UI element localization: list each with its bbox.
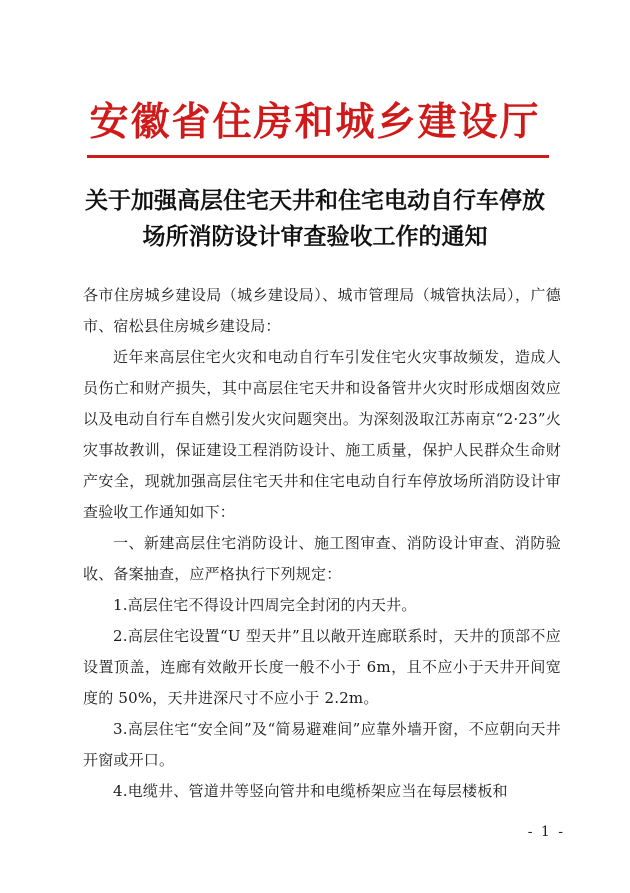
addressee: 各市住房城乡建设局（城乡建设局）、城市管理局（城管执法局），广德市、宿松县住房城乡建设局： <box>83 286 561 335</box>
paragraph-item-1: 1.高层住宅不得设计四周完全封闭的内天井。 <box>113 596 417 614</box>
document-title <box>40 183 590 255</box>
paragraph-item-2: 2.高层住宅设置“U 型天井”且以敞开连廊联系时，天井的顶部不应设置顶盖，连廊有效敞开长度一般不小于 6m，且不应小于天井开间宽度的 50%，天井进深尺寸不应小于 2.2m。 <box>83 627 561 707</box>
title-line-2: 场所消防设计审查验收工作的通知 <box>142 223 488 250</box>
paragraph-intro: 近年来高层住宅火灾和电动自行车引发住宅火灾事故频发，造成人员伤亡和财产损失，其中高层住宅天井和设备管井火灾时形成烟囱效应以及电动自行车自燃引发火灾问题突出。为深刻汲取江苏南京“2·23”火灾事故教训，保证建设工程消防设计、施工质量，保护人民群众生命财产安全，现就加强高层住宅天井和住宅电动自行车停放场所消防设计审查验收工作通知如下： <box>83 348 561 521</box>
masthead-red-rule <box>87 155 549 158</box>
title-line-1: 关于加强高层住宅天井和住宅电动自行车停放 <box>85 187 545 214</box>
paragraph-item-3: 3.高层住宅“安全间”及“简易避难间”应靠外墙开窗，不应朝向天井开窗或开口。 <box>83 720 561 769</box>
page-number: - 1 - <box>527 824 565 840</box>
issuer-masthead: 安徽省住房和城乡建设厅 <box>89 99 541 145</box>
paragraph-section-1: 一、新建高层住宅消防设计、施工图审查、消防设计审查、消防验收、备案抽查，应严格执行下列规定： <box>83 534 561 583</box>
document-body <box>83 280 561 807</box>
paragraph-item-4: 4.电缆井、管道井等竖向管井和电缆桥架应当在每层楼板和 <box>113 782 508 800</box>
